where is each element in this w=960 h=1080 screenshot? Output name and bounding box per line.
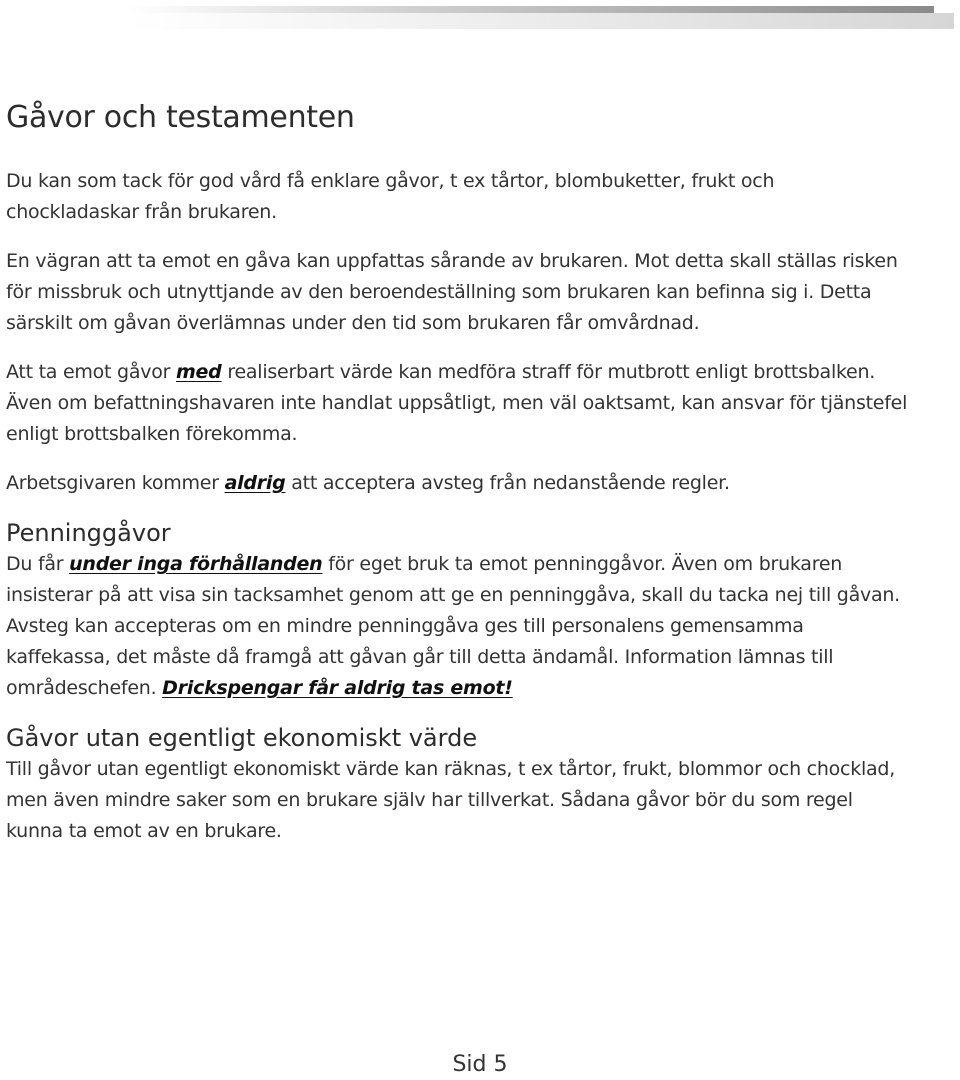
paragraph-utan-varde: Till gåvor utan egentligt ekonomiskt värde kan räknas, t ex tårtor, frukt, blommor och chocklad, men även mindre saker som en brukare själv har tillverkat. Sådana gåvor bör du som regel kunna ta emot av en brukare.	[6, 758, 895, 842]
emphasis-under-inga: under inga förhållanden	[69, 553, 323, 575]
emphasis-drickspengar: Drickspengar får aldrig tas emot!	[162, 677, 513, 699]
section-heading-penninggavor: Penninggåvor	[6, 519, 171, 547]
penninggavor-start: Du får	[6, 553, 70, 575]
penninggavor-middle: för eget bruk ta emot penninggåvor. Även om brukaren insisterar på att visa sin tacksamhet genom att ge en penninggåva, skall du tacka nej till gåvan. Avsteg kan accepteras om en mindre penninggåva ges till personalens gemensamma kaffekassa, det måste då framgå att gåvan går till detta ändamål. Information lämnas till områdeschefen.	[6, 553, 900, 699]
paragraph-employer-start: Arbetsgivaren kommer	[6, 472, 225, 494]
page-title: Gåvor och testamenten	[6, 100, 355, 135]
paragraph-penninggavor	[6, 549, 910, 704]
paragraph-bribery-rest: realiserbart värde kan medföra straff för mutbrott enligt brottsbalken. Även om befattningshavaren inte handlat uppsåtligt, men väl oaktsamt, kan ansvar för tjänstefel enligt brottsbalken förekomma.	[6, 361, 908, 445]
section-heading-utan-varde: Gåvor utan egentligt ekonomiskt värde	[6, 724, 478, 752]
header-rule-shadow	[128, 13, 954, 29]
emphasis-aldrig: aldrig	[224, 472, 286, 494]
page-number: Sid 5	[452, 1052, 508, 1077]
paragraph-bribery	[6, 357, 910, 450]
header-rule	[128, 6, 934, 13]
paragraph-bribery-start: Att ta emot gåvor	[6, 361, 176, 383]
paragraph-employer-rest: att acceptera avsteg från nedanstående regler.	[285, 472, 730, 494]
document-body	[6, 94, 910, 847]
paragraph-refusal: En vägran att ta emot en gåva kan uppfattas sårande av brukaren. Mot detta skall ställas risken för missbruk och utnyttjande av den beroendeställning som brukaren kan befinna sig i. Detta särskilt om gåvan överlämnas under den tid som brukaren får omvårdnad.	[6, 250, 898, 334]
emphasis-med: med	[175, 361, 222, 383]
paragraph-intro: Du kan som tack för god vård få enklare gåvor, t ex tårtor, blombuketter, frukt och chockladaskar från brukaren.	[6, 170, 775, 223]
paragraph-employer	[6, 468, 910, 499]
